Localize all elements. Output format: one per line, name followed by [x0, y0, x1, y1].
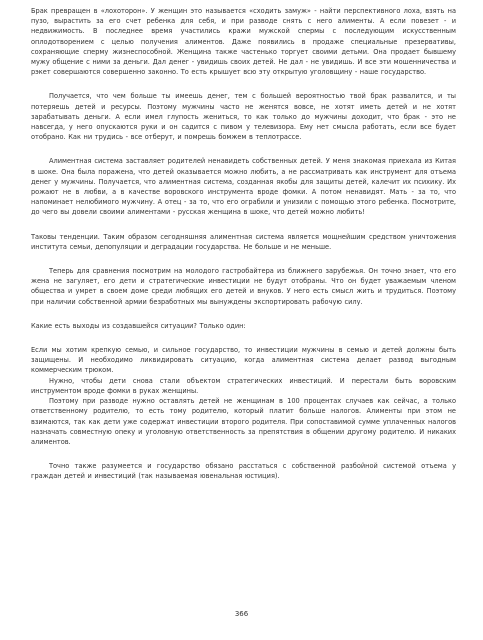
paragraph-8: Нужно, чтобы дети снова стали объектом стратегических инвестиций. И перестали быть воровским инструментом вроде фомки в руках женщины.	[31, 376, 456, 395]
paragraph-5: Теперь для сравнения посмотрим на молодого гастробайтера из ближнего зарубежья. Он точно знает, что его жена не загуляет, его дети и стратегические инвестиции не будут отобраны. Что он будет уважаемым членом общества и умрет в своем доме среди любящих его детей и внуков. У него есть смысл жить и трудиться. Поэтому при наличии собственной армии безработных мы вынуждены экспортировать рабочую силу.	[31, 267, 456, 306]
paragraph-9: Поэтому при разводе нужно оставлять детей не женщинам в 100 процентах случаев как сейчас, а только ответственному родителю, то есть тому родителю, который платит больше налогов. Алименты при этом не взимаются, так как дети уже содержат инвестиции второго родителя. При сопоставимой сумме уплаченных налогов назначать совместную опеку и уголовную ответственность за препятствия в общении другому родителю. И никаких алиментов.	[31, 397, 456, 446]
paragraph-1: Брак превращен в «лохоторон». У женщин это называется «сходить замуж» - найти перспективного лоха, взять на пузо, вырастить за его счет ребенка для себя, и при разводе снять с него алименты. А если повезет - и недвижимость. В последнее время участились кражи мужской спермы с последующим искусственным оплодотворением с целью получения алиментов. Даже появились в продаже специальные презервативы, сохраняющие сперму жизнеспособной. Женщина также частенько торгует своими детьми. Она продает бывшему мужу общение с ними за деньги. Дал денег - увидишь своих детей. Не дал - не увидишь. И все эти мошенничества и рэкет совершаются совершенно законно. То есть крышует всю эту открытую уголовщину - наше государство.	[31, 7, 456, 77]
paragraph-3: Алиментная система заставляет родителей ненавидеть собственных детей. У меня знакомая приехала из Китая в шоке. Она была поражена, что детей оказывается можно любить, а не рассматривать как инструмент для отъема денег у мужчины. Получается, что алиментная система, созданная якобы для защиты детей, калечит их психику. Их рожают не в любви, а в качестве воровского инструмента вроде фомки. А потом ненавидят. Мать - за то, что напоминает нелюбимого мужчину. А отец - за то, что его ограбили и унизили с помощью этого ребенка. Посмотрите, до чего вы довели своими алиментами - русская женщина в шоке, что детей можно любить!	[31, 157, 456, 217]
paragraph-2: Получается, что чем больше ты имеешь денег, тем с большей вероятностью твой брак развалится, и ты потеряешь детей и ресурсы. Поэтому мужчины часто не женятся вовсе, не хотят иметь детей и не хотят зарабатывать деньги. А если имел глупость жениться, то как только до мужчины доходит, что брак - это не навсегда, у него опускаются руки и он садится с пивом у телевизора. Ему нет смысла работать, если все будет отобрано. Как ни трудись - все отберут, и помрешь бомжем в теплотрассе.	[31, 92, 456, 142]
paragraph-4: Таковы тенденции. Таким образом сегодняшняя алиментная система является мощнейшим средством уничтожения института семьи, депопуляции и деградации государства. Не больше и не меньше.	[31, 232, 456, 251]
paragraph-10: Точно также разумеется и государство обязано расстаться с собственной разбойной системой отъема у граждан детей и инвестиций (так называемая ювенальная юстиция).	[31, 462, 456, 481]
paragraph-7: Если мы хотим крепкую семью, и сильное государство, то инвестиции мужчины в семью и детей должны быть защищены. И необходимо ликвидировать ситуацию, когда алиментная система делает развод выгодным коммерческим трюком.	[31, 346, 456, 375]
paragraph-6: Какие есть выходы из создавшейся ситуации? Только один:	[31, 321, 246, 330]
page-number: 366	[234, 610, 249, 618]
